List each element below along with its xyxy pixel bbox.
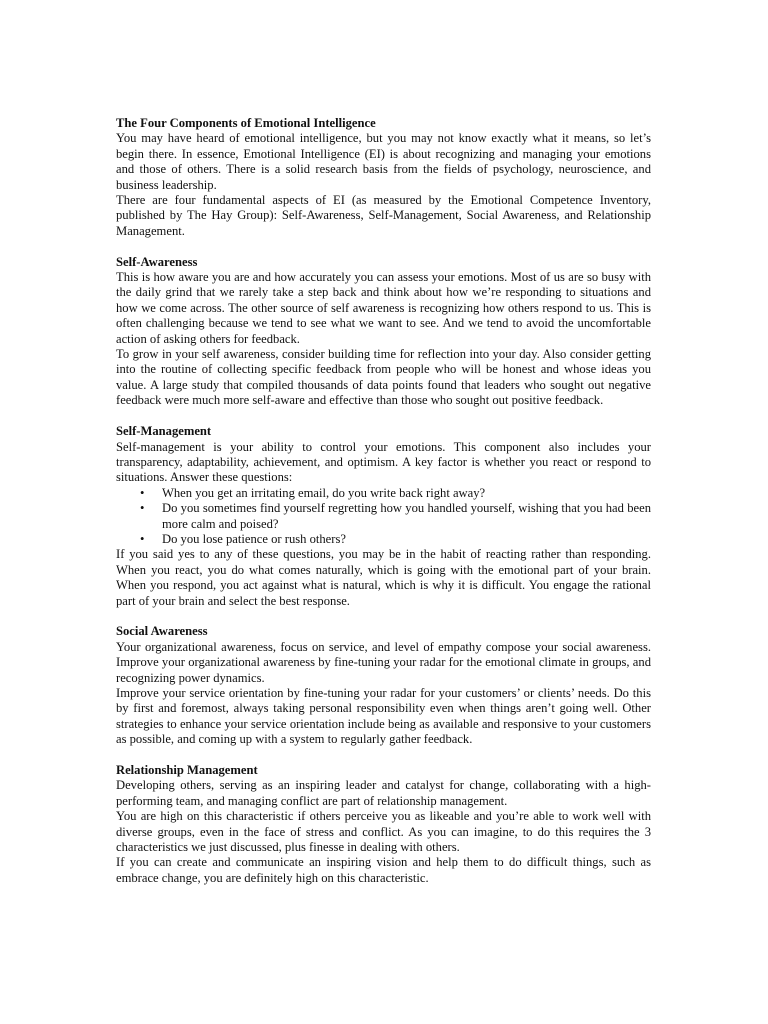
- paragraph: If you said yes to any of these questions, you may be in the habit of reacting rather than responding. When you react, you do what comes naturally, which is going with the emotional part of your brain. When you respond, you act against what is natural, which is why it is difficult. You engage the rational part of your brain and select the best response.: [116, 547, 651, 608]
- paragraph: There are four fundamental aspects of EI (as measured by the Emotional Competence Inventory, published by The Hay Group): Self-Awareness, Self-Management, Social Awareness, and Relationship Management.: [116, 193, 651, 238]
- document-page: [116, 116, 651, 902]
- paragraph: Your organizational awareness, focus on service, and level of empathy compose your social awareness. Improve your organizational awareness by fine-tuning your radar for the emotional climate in groups, and recognizing power dynamics.: [116, 639, 651, 685]
- section-heading: The Four Components of Emotional Intelligence: [116, 116, 376, 130]
- question-list: [116, 486, 651, 548]
- paragraph: Self-management is your ability to control your emotions. This component also includes your transparency, adaptability, achievement, and optimism. A key factor is whether you react or respond to situations. Answer these questions:: [116, 439, 651, 485]
- paragraph: To grow in your self awareness, consider building time for reflection into your day. Also consider getting into the routine of collecting specific feedback from people who will be honest and whose ideas you value. A large study that compiled thousands of data points found that leaders who sought out negative feedback were much more self-aware and effective than those who sought out positive feedback.: [116, 347, 651, 408]
- section-heading: Self-Management: [116, 424, 212, 439]
- list-item-text: Do you lose patience or rush others?: [162, 531, 346, 546]
- section-heading: Self-Awareness: [116, 254, 198, 269]
- list-item-text: When you get an irritating email, do you write back right away?: [162, 485, 486, 500]
- bullet-icon: •: [140, 501, 145, 516]
- section-relationship-management: [116, 763, 651, 886]
- paragraph: If you can create and communicate an inspiring vision and help them to do difficult things, such as embrace change, you are definitely high on this characteristic.: [116, 855, 651, 885]
- section-social-awareness: [116, 624, 651, 747]
- paragraph: Improve your service orientation by fine-tuning your radar for your customers’ or clients’ needs. Do this by first and foremost, always taking personal responsibility even when things aren’t going well. Other strategies to enhance your service orientation include being as available and responsive to your customers as possible, and coming up with a system to regularly gather feedback.: [116, 685, 651, 747]
- section-self-awareness: [116, 255, 651, 409]
- paragraph: You are high on this characteristic if others perceive you as likeable and you’re able to work well with diverse groups, even in the face of stress and conflict. As you can imagine, to do this requires the 3 characteristics we just discussed, plus finesse in dealing with others.: [116, 809, 651, 855]
- list-item: [116, 532, 651, 547]
- section-four-components: [116, 116, 651, 239]
- list-item: [116, 501, 651, 532]
- bullet-icon: •: [140, 485, 145, 500]
- paragraph: Developing others, serving as an inspiring leader and catalyst for change, collaborating with a high-performing team, and managing conflict are part of relationship management.: [116, 778, 651, 808]
- paragraph: This is how aware you are and how accurately you can assess your emotions. Most of us are so busy with the daily grind that we rarely take a step back and think about how we’re responding to situations and how we come across. The other source of self awareness is recognizing how others respond to us. This is often challenging because we tend to see what we want to see. And we tend to avoid the uncomfortable action of asking others for feedback.: [116, 270, 651, 346]
- section-heading: Social Awareness: [116, 624, 208, 639]
- list-item: [116, 486, 651, 501]
- bullet-icon: •: [140, 531, 145, 546]
- section-self-management: [116, 424, 651, 609]
- list-item-text: Do you sometimes find yourself regretting how you handled yourself, wishing that you had been more calm and poised?: [162, 501, 651, 531]
- paragraph: You may have heard of emotional intelligence, but you may not know exactly what it means, so let’s begin there. In essence, Emotional Intelligence (EI) is about recognizing and managing your emotions and those of others. There is a solid research basis from the fields of psychology, neuroscience, and business leadership.: [116, 131, 651, 192]
- section-heading: Relationship Management: [116, 763, 258, 777]
